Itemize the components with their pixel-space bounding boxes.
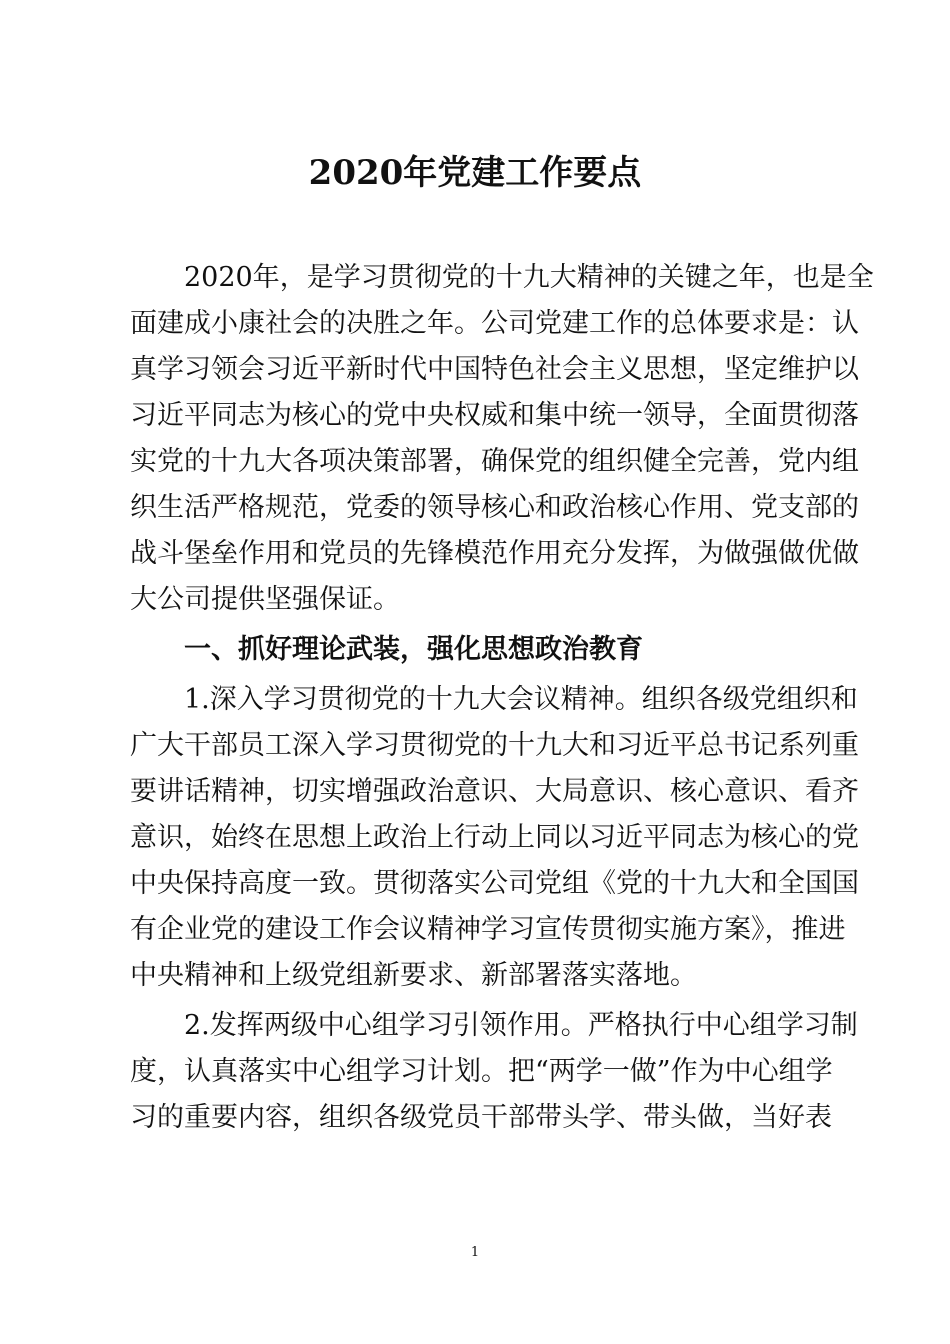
- item2-line: 习的重要内容，组织各级党员干部带头学、带头做，当好表: [130, 1102, 832, 1133]
- item2-line: 2.发挥两级中心组学习引领作用。严格执行中心组学习制: [184, 1010, 858, 1041]
- intro-line: 习近平同志为核心的党中央权威和集中统一领导，全面贯彻落: [130, 400, 859, 431]
- intro-line: 大公司提供坚强保证。: [130, 584, 400, 615]
- intro-line: 真学习领会习近平新时代中国特色社会主义思想，坚定维护以: [130, 354, 859, 385]
- item2-line: 度，认真落实中心组学习计划。把“两学一做”作为中心组学: [130, 1056, 833, 1087]
- item1-line: 中央保持高度一致。贯彻落实公司党组《党的十九大和全国国: [130, 868, 859, 899]
- section-heading: 一、抓好理论武装，强化思想政治教育: [184, 634, 643, 665]
- item1-line: 要讲话精神，切实增强政治意识、大局意识、核心意识、看齐: [130, 776, 859, 807]
- document-title: 2020年党建工作要点: [308, 153, 642, 193]
- intro-line: 2020年，是学习贯彻党的十九大精神的关键之年，也是全: [184, 262, 874, 293]
- item1-line: 中央精神和上级党组新要求、新部署落实落地。: [130, 960, 697, 991]
- intro-line: 织生活严格规范，党委的领导核心和政治核心作用、党支部的: [130, 492, 859, 523]
- item1-line: 有企业党的建设工作会议精神学习宣传贯彻实施方案》，推进: [130, 914, 846, 945]
- intro-line: 实党的十九大各项决策部署，确保党的组织健全完善，党内组: [130, 446, 859, 477]
- page-number: 1: [470, 1245, 480, 1260]
- intro-line: 战斗堡垒作用和党员的先锋模范作用充分发挥，为做强做优做: [130, 538, 859, 569]
- item1-line: 意识，始终在思想上政治上行动上同以习近平同志为核心的党: [130, 822, 859, 853]
- item1-line: 1.深入学习贯彻党的十九大会议精神。组织各级党组织和: [184, 684, 858, 715]
- intro-line: 面建成小康社会的决胜之年。公司党建工作的总体要求是：认: [130, 308, 859, 339]
- item1-line: 广大干部员工深入学习贯彻党的十九大和习近平总书记系列重: [130, 730, 859, 761]
